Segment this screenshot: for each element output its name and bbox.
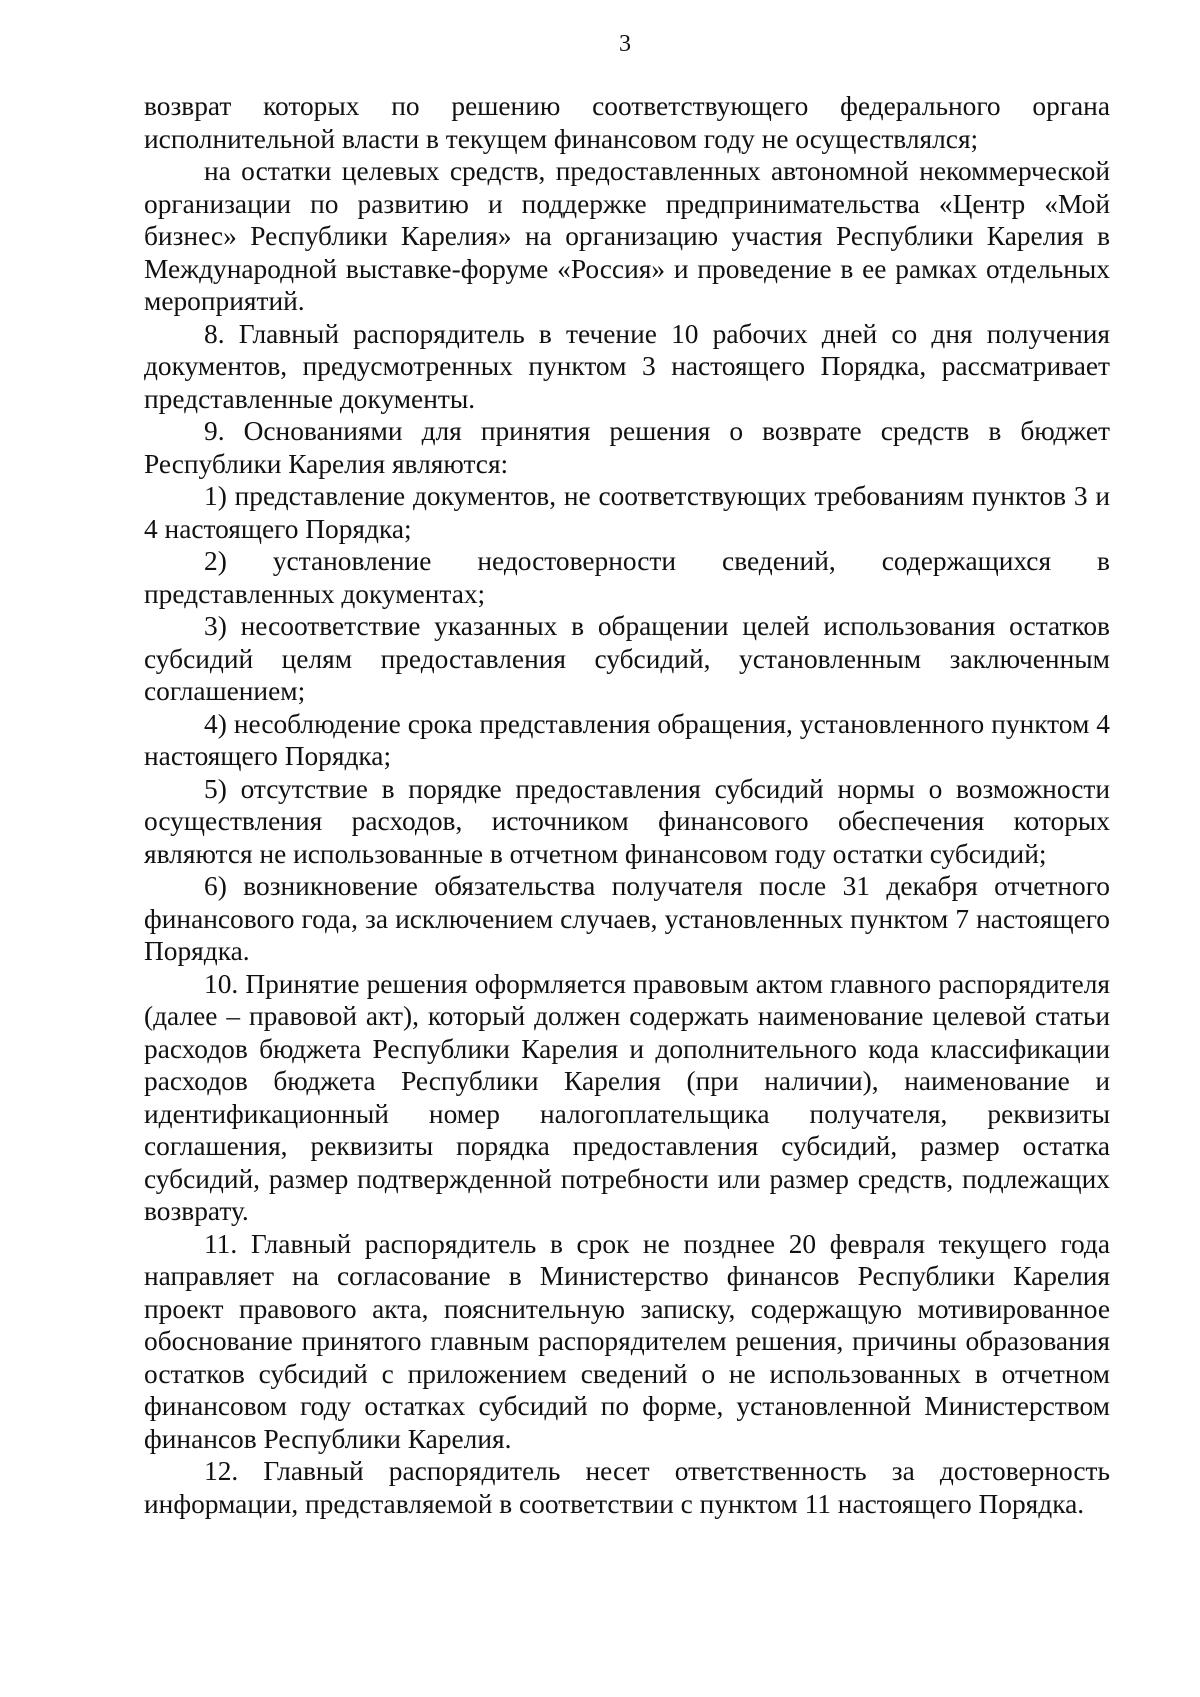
- paragraph: 5) отсутствие в порядке предоставления субсидий нормы о возможности осуществления расходов, источником финансового обеспечения которых являются не использованные в отчетном финансовом году остатки субсидий;: [144, 773, 1110, 869]
- paragraph: 12. Главный распорядитель несет ответственность за достоверность информации, представляемой в соответствии с пунктом 11 настоящего Порядка.: [144, 1456, 1110, 1519]
- paragraph: 3) несоответствие указанных в обращении целей использования остатков субсидий целям предоставления субсидий, установленным заключенным соглашением;: [144, 611, 1110, 706]
- paragraph: на остатки целевых средств, предоставленных автономной некоммерческой организации по развитию и поддержке предпринимательства «Центр «Мой бизнес» Республики Карелия» на организацию участия Республики Карелия в Международной выставке-форуме «Россия» и проведение в ее рамках отдельных мероприятий.: [144, 156, 1110, 316]
- paragraph: 9. Основаниями для принятия решения о возврате средств в бюджет Республики Карелия являются:: [144, 416, 1110, 479]
- paragraph: 6) возникновение обязательства получателя после 31 декабря отчетного финансового года, за исключением случаев, установленных пунктом 7 настоящего Порядка.: [144, 871, 1110, 966]
- paragraph: 1) представление документов, не соответствующих требованиям пунктов 3 и 4 настоящего Порядка;: [144, 481, 1110, 544]
- paragraph: 10. Принятие решения оформляется правовым актом главного распорядителя (далее – правовой акт), который должен содержать наименование целевой статьи расходов бюджета Республики Карелия и дополнительного кода классификации расходов бюджета Республики Карелия (при наличии), наименование и идентификационный номер налогоплательщика получателя, реквизиты соглашения, реквизиты порядка предоставления субсидий, размер остатка субсидий, размер подтвержденной потребности или размер средств, подлежащих возврату.: [144, 968, 1110, 1226]
- paragraph: 11. Главный распорядитель в срок не позднее 20 февраля текущего года направляет на согласование в Министерство финансов Республики Карелия проект правового акта, пояснительную записку, содержащую мотивированное обоснование принятого главным распорядителем решения, причины образования остатков субсидий с приложением сведений о не использованных в отчетном финансовом году остатках субсидий по форме, установленной Министерством финансов Республики Карелия.: [144, 1228, 1110, 1454]
- paragraph: 2) установление недостоверности сведений, содержащихся в представленных документах;: [144, 546, 1110, 609]
- paragraph: 8. Главный распорядитель в течение 10 рабочих дней со дня получения документов, предусмотренных пунктом 3 настоящего Порядка, рассматривает представленные документы.: [144, 318, 1110, 414]
- page-number: 3: [619, 31, 631, 57]
- paragraph: возврат которых по решению соответствующего федерального органа исполнительной власти в текущем финансовом году не осуществлялся;: [144, 91, 1110, 154]
- document-body: [144, 90, 1110, 1520]
- paragraph: 4) несоблюдение срока представления обращения, установленного пунктом 4 настоящего Порядка;: [144, 708, 1110, 771]
